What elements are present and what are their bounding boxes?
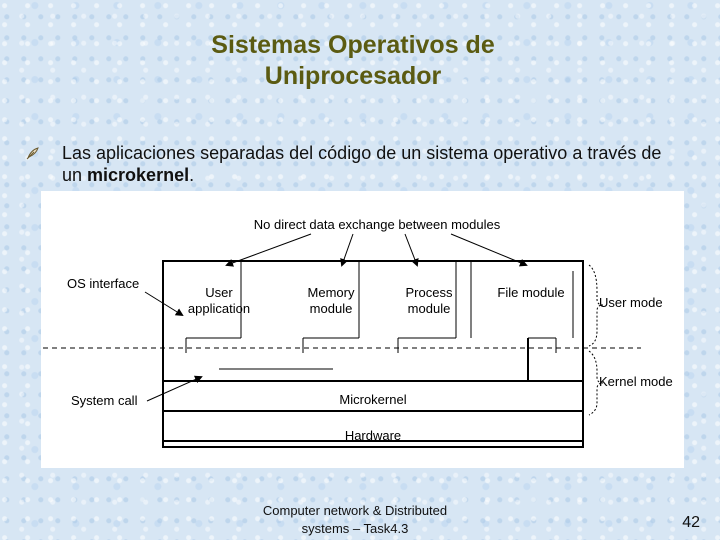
module-file-label: File module: [497, 285, 565, 300]
module-column-memory: [303, 261, 359, 353]
module-column-file: [471, 261, 573, 381]
bullet-text-bold: microkernel: [87, 165, 190, 185]
top-note-label: No direct data exchange between modules: [253, 217, 501, 232]
module-user-line-1: User: [205, 285, 233, 300]
slide-title: [0, 30, 706, 92]
module-memory-line-1: Memory: [307, 285, 355, 300]
module-memory-line-2: module: [309, 301, 353, 316]
footer-line-1: Computer network & Distributed: [262, 503, 448, 518]
page-number: 42: [682, 514, 700, 531]
bullet-text-start: Las aplicaciones separadas del código de un sistema operativo a través de un: [62, 143, 662, 185]
microkernel-diagram-svg: [41, 191, 684, 468]
module-column-process: [398, 261, 456, 353]
microkernel-label: Microkernel: [339, 392, 407, 407]
slide-title-line-2: Uniprocesador: [264, 62, 442, 90]
module-column-user-application: [163, 261, 250, 353]
user-mode-label: User mode: [599, 295, 663, 310]
module-process-line-1: Process: [405, 285, 453, 300]
feather-bullet-icon: [26, 146, 40, 160]
os-interface-label: OS interface: [67, 276, 140, 291]
microkernel-diagram: [41, 191, 684, 468]
module-user-line-2: application: [187, 301, 251, 316]
bullet-text: [62, 142, 662, 186]
footer: [230, 502, 480, 538]
slide-title-line-1: Sistemas Operativos de: [211, 31, 495, 59]
system-call-label: System call: [71, 393, 138, 408]
module-process-line-2: module: [407, 301, 451, 316]
kernel-mode-label: Kernel mode: [599, 374, 673, 389]
hardware-label: Hardware: [344, 428, 402, 443]
footer-line-2: systems – Task4.3: [301, 521, 409, 536]
bullet-text-end: .: [189, 165, 195, 185]
